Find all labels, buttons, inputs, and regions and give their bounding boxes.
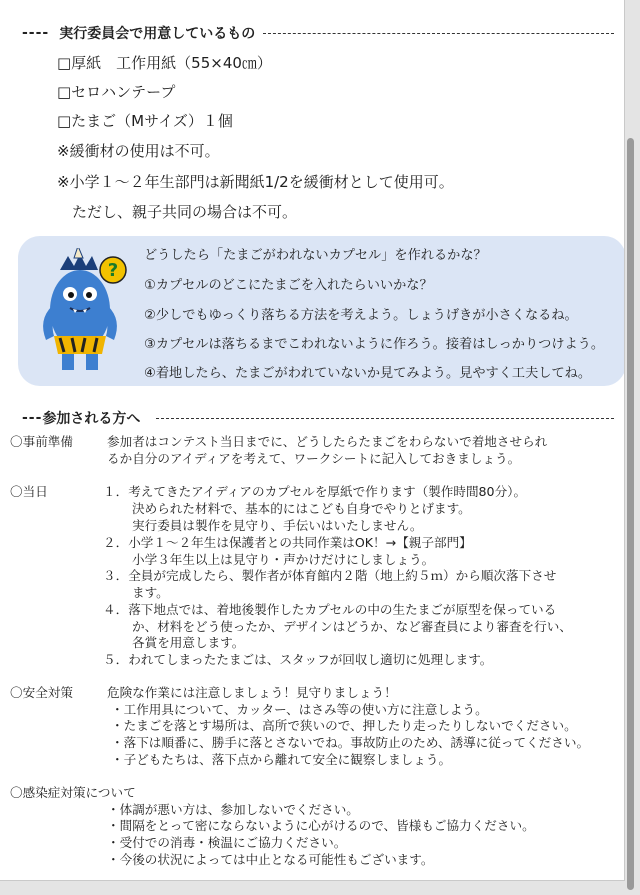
hint-4: ④着地したら、たまごがわれていないか見てみよう。見やすく工夫してね。 [144,366,592,381]
note-parent-child: ただし、親子共同の場合は不可。 [72,203,298,221]
heading-dashes: ---- [22,25,50,41]
safety-line-2: ・工作用具について、カッター、はさみ等の使い方に注意しよう。 [111,702,488,717]
day-step-4-b: か、材料をどう使ったか、デザインはどうか、など審査員により審査を行い、 [132,619,572,634]
prep-line-2: るか自分のアイディアを考えて、ワークシートに記入しておきましょう。 [107,451,521,466]
prep-line-1: 参加者はコンテスト当日までに、どうしたらたまごをわらないで着地させられ [107,434,548,449]
day-step-2-b: 小学３年生以上は見守り・声かけだけにしましょう。 [132,552,435,567]
heading-dashes: --- [22,410,43,426]
infection-line-2: ・間隔をとって密にならないように心がけるので、皆様もご協力ください。 [107,818,535,833]
heading-rule [156,418,614,419]
day-step-1-b: 決められた材料で、基本的にはこども自身でやりとげます。 [132,501,471,516]
day-step-2: ２．小学１～２年生は保護者との共同作業はOK！→【親子部門】 [103,535,472,550]
question-mark-icon [98,254,128,286]
prep-label: 〇事前準備 [10,434,73,449]
hint-question: どうしたら「たまごがわれないカプセル」を作れるかな？ [144,248,487,263]
item-tape: □セロハンテープ [57,83,176,101]
note-no-cushion: ※緩衝材の使用は不可。 [57,142,220,160]
safety-line-5: ・子どもたちは、落下点から離れて安全に観察しましょう。 [111,752,452,767]
infection-label: 〇感染症対策について [10,785,136,800]
note-newspaper: ※小学１～２年生部門は新聞紙1/2を緩衝材として使用可。 [57,173,454,191]
safety-line-4: ・落下は順番に、勝手に落とさないでね。事故防止のため、誘導に従ってください。 [111,735,590,750]
svg-text:?: ? [107,260,119,281]
day-step-4: ４．落下地点では、着地後製作したカプセルの中の生たまごが原型を保っている [103,602,557,617]
participants-section-heading [22,408,614,428]
hint-1: ①カプセルのどこにたまごを入れたらいいかな？ [144,278,433,293]
hint-3: ③カプセルは落ちるまでこわれないように作ろう。接着はしっかりつけよう。 [144,337,605,352]
safety-label: 〇安全対策 [10,685,73,700]
day-label: 〇当日 [10,484,48,499]
infection-line-3: ・受付での消毒・検温にご協力ください。 [107,835,347,850]
day-step-1-c: 実行委員は製作を見守り、手伝いはいたしません。 [132,518,423,533]
safety-line-3: ・たまごを落とす場所は、高所で狭いので、押したり走ったりしないでください。 [111,718,577,733]
item-cardboard: □厚紙 工作用紙（55×40㎝） [57,54,272,72]
day-step-4-c: 各賞を用意します。 [132,635,245,650]
safety-line-1: 危険な作業には注意しましょう！見守りましょう！ [107,685,397,700]
day-step-3-b: ます。 [132,585,169,600]
item-egg: □たまご（Mサイズ）１個 [57,112,233,130]
day-step-1: １．考えてきたアイディアのカプセルを厚紙で作ります（製作時間80分）。 [103,484,527,499]
committee-heading-text: 実行委員会で用意しているもの [59,26,256,42]
infection-line-4: ・今後の状況によっては中止となる可能性もございます。 [107,852,434,867]
committee-section-heading [22,23,614,43]
participants-heading-text: 参加される方へ [42,411,141,427]
hint-2: ②少しでもゆっくり落ちる方法を考えよう。しょうげきが小さくなるね。 [144,308,578,323]
vertical-scrollbar[interactable] [627,138,634,890]
infection-line-1: ・体調が悪い方は、参加しないでください。 [107,802,359,817]
day-step-3: ３．全員が完成したら、製作者が体育館内２階（地上約５ｍ）から順次落下させ [103,568,557,583]
heading-rule [263,33,614,34]
hint-bubble [18,236,625,386]
day-step-5: ５．われてしまったたまごは、スタッフが回収し適切に処理します。 [103,652,493,667]
